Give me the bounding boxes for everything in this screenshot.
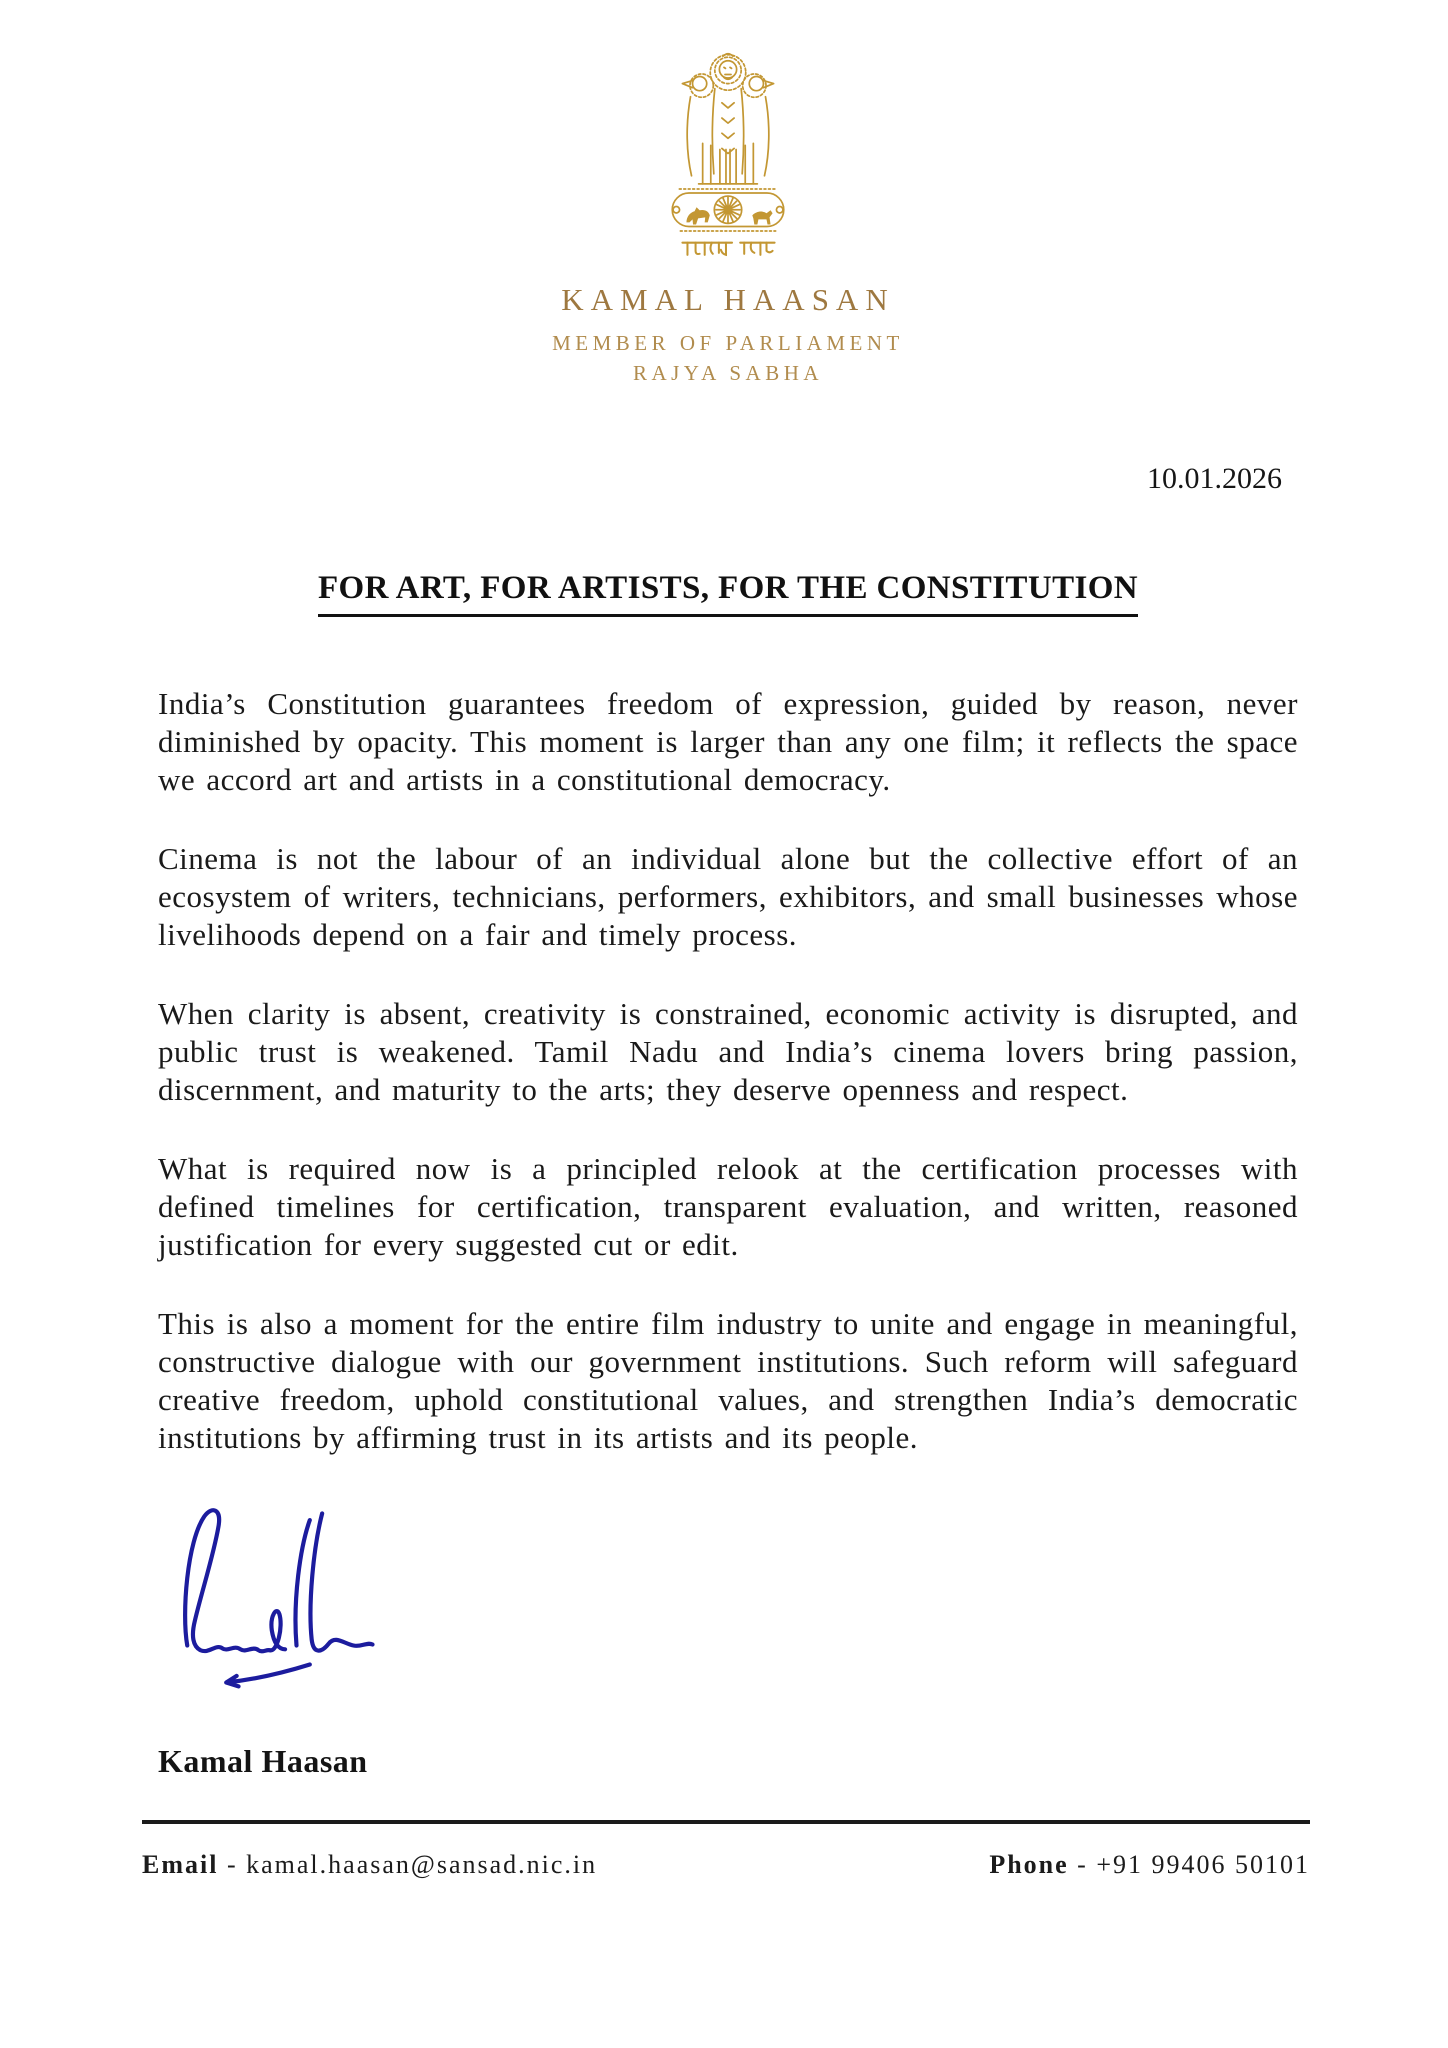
letterhead-house: RAJYA SABHA [632, 361, 824, 385]
letter-paragraph: When clarity is absent, creativity is constrained, economic activity is disrupted, and public trust is weakened. Tamil Nadu and India’s cinema lovers bring passion, discernment, and maturity to the arts; they deserve openness and respect. [158, 996, 1298, 1107]
footer-phone [989, 1850, 1310, 1880]
emblem-bull-icon [752, 210, 772, 224]
letter-date: 10.01.2026 [1147, 462, 1282, 495]
letter-paragraph: This is also a moment for the entire film industry to unite and engage in meaningful, constructive dialogue with our government institutions. Such reform will safeguard creative freedom, uphold constitutional values, and strengthen India’s democratic institutions by affirming trust in its artists and its people. [158, 1306, 1298, 1455]
footer-email [142, 1850, 597, 1880]
emblem-abacus [672, 189, 783, 231]
email-separator: - [226, 1850, 238, 1879]
emblem-lions [682, 54, 773, 184]
dharma-chakra-icon [714, 196, 741, 223]
phone-label: Phone [989, 1850, 1069, 1879]
letterhead-name: KAMAL HAASAN [561, 282, 895, 317]
letter-subject [158, 570, 1298, 617]
emblem-horse-icon [686, 207, 709, 224]
letterhead-role: MEMBER OF PARLIAMENT [552, 331, 904, 355]
signer-name: Kamal Haasan [158, 1743, 368, 1779]
letterhead [158, 0, 1298, 386]
signature [160, 1503, 395, 1693]
letter-paragraph: What is required now is a principled relook at the certification processes with defined timelines for certification, transparent evaluation, and written, reasoned justification for every suggested cut or edit. [158, 1151, 1298, 1262]
letter-subject-text: FOR ART, FOR ARTISTS, FOR THE CONSTITUTION [318, 570, 1138, 617]
letter-body [158, 685, 1298, 1457]
national-emblem-icon [652, 44, 804, 262]
email-label: Email [142, 1850, 219, 1879]
phone-value: +91 99406 50101 [1096, 1850, 1310, 1879]
phone-separator: - [1077, 1850, 1088, 1879]
letter-paragraph: Cinema is not the labour of an individual alone but the collective effort of an ecosystem of writers, technicians, performers, exhibitors, and small businesses whose livelihoods depend on a fair and timely process. [158, 841, 1298, 952]
footer [142, 1850, 1310, 1880]
email-value: kamal.haasan@sansad.nic.in [246, 1850, 598, 1879]
footer-divider [142, 1820, 1310, 1824]
emblem-motto-text [682, 243, 774, 255]
letter-paragraph: India’s Constitution guarantees freedom of expression, guided by reason, never diminished by opacity. This moment is larger than any one film; it reflects the space we accord art and artists in a constitutional democracy. [158, 686, 1298, 797]
